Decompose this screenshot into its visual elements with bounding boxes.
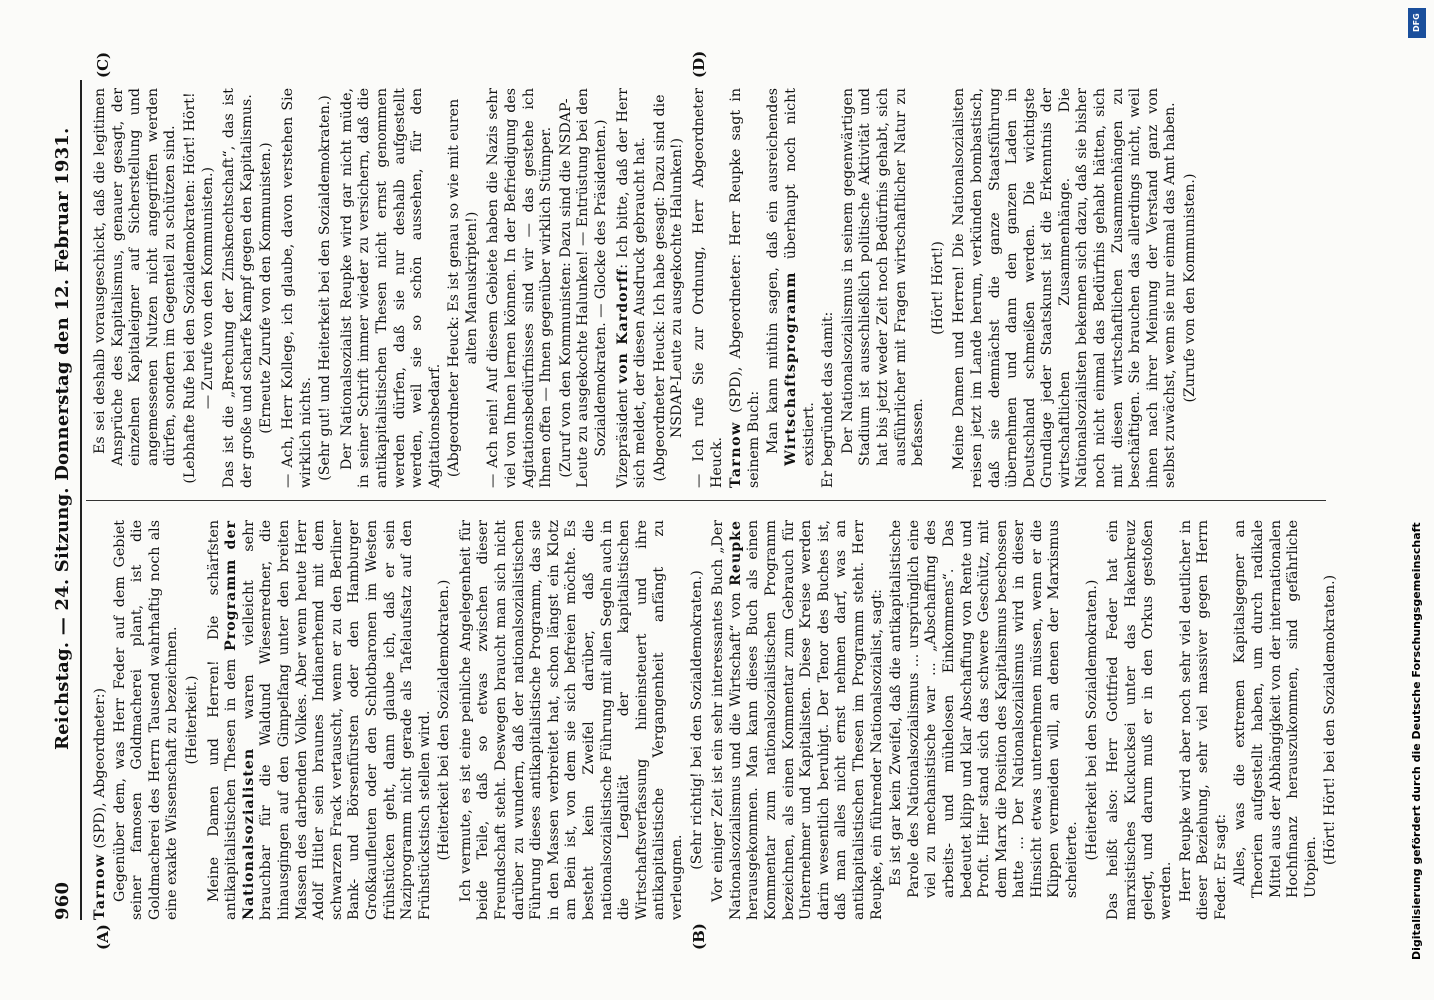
- text-segment: Man kann mithin sagen, daß ein ausreichendes: [765, 88, 782, 454]
- paragraph: — Ach, Herr Kollege, ich glaube, davon verstehen Sie wirklich nichts.: [279, 88, 314, 488]
- quotation: [765, 88, 818, 488]
- interjection: (Hört! Hört!): [929, 241, 946, 335]
- speaker-paragraph: [92, 520, 110, 920]
- quotation: Alles, was die extremen Kapitalsgegner an Theorien aufgestellt haben, um durch radikale Mittel aus der Abhängigkeit von der internationalen Hochfinanz herauszukommen, sind gefährliche Utopien.: [1232, 520, 1319, 898]
- paragraph: Er begründet das damit:: [820, 311, 837, 488]
- left-column: [92, 520, 1344, 920]
- paragraph: Der Nationalsozialist Reupke wird gar nicht müde, in seiner Schrift immer wieder zu versichern, daß die antikapitalistischen Thesen nicht ernst genommen werden dürfen, daß sie nur deshalb aufgestellt werden, weil sie so schön aussehen, für den Agitationsbedarf.: [338, 88, 443, 488]
- column-divider: [86, 500, 1326, 501]
- paragraph: Das ist die „Brechung der Zinsknechtschaft“, das ist der große und scharfe Kampf gegen den Kapitalismus.: [221, 88, 255, 488]
- paragraph: [710, 520, 886, 920]
- margin-mark-c: (C): [94, 51, 112, 78]
- dfg-logo: DFG: [1408, 8, 1426, 38]
- paragraph: — Ich rufe Sie zur Ordnung, Herr Abgeordneter Heuck.: [691, 88, 725, 488]
- paragraph: Herr Reupke wird aber noch sehr viel deutlicher in dieser Beziehung, sehr viel massiver gegen Herrn Feder. Er sagt:: [1177, 520, 1229, 920]
- speaker-name: Tarnow: [728, 421, 745, 488]
- paragraph: — Ach nein! Auf diesem Gebiete haben die Nazis sehr viel von Ihnen lernen können. In der Befriedigung des Agitationsbedürfnisses sind wir — das gestehe ich Ihnen offen — Ihnen gegenüber wirklich Stümper.: [485, 88, 555, 488]
- paragraph: Ich vermute, es ist eine peinliche Angelegenheit für beide Teile, daß so etwas zwischen dieser Freundschaft steht. Deswegen braucht man sich nicht darüber zu wundern, daß der nationalsozialistischen Führung dieses antikapitalistische Programm, das sie in den Massen verbreitet hat, schon längst ein Klotz am Bein ist, von dem sie sich befreien möchte. Es besteht kein Zweifel darüber, daß die nationalsozialistische Führung mit allen Segeln auch in die Legalität der kapitalistischen Wirtschaftsverfassung hineinsteuert und ihre antikapitalistische Vergangenheit anfängt zu verleugnen.: [457, 520, 685, 920]
- paragraph: Gegenüber dem, was Herr Feder auf dem Gebiet seiner famosen Goldmacherei plant, ist die Goldmacherei des Herrn Tausend wahrhaftig noch als eine exakte Wissenschaft zu bezeichnen.: [111, 520, 181, 920]
- interjection: (Zurufe von den Kommunisten.): [1182, 173, 1199, 403]
- interjection: (Erneute Zurufe von den Kommunisten.): [258, 142, 275, 434]
- interjection: (Heiterkeit bei den Sozialdemokraten.): [1083, 579, 1100, 861]
- quotation: Es ist gar kein Zweifel, daß die antikapitalistische Parole des Nationalsozialismus ... ursprünglich eine viel zu mechanistische war ... „Abschaffung des arbeits- und mühelosen Einkommens“. Das bedeutet klipp und klar Abschaffung von Rente und Profit. Hier stand sich das schwere Geschütz, mit dem Marx die Position des Kapitalismus beschossen hatte ... Der Nationalsozialismus wird in dieser Hinsicht etwas unternehmen müssen, wenn er die Klippen vermeiden will, an denen der Marxismus scheiterte.: [888, 520, 1081, 898]
- speaker-text: (SPD), Abgeordneter:): [92, 687, 108, 854]
- header-rule: [80, 80, 82, 920]
- emphasized-text: Wirtschaftsprogramm: [782, 271, 799, 466]
- speaker-text: (SPD), Abgeordneter: Herr Reupke sagt in seinem Buch:: [728, 88, 762, 488]
- paragraph: Das heißt also: Herr Gottfried Feder hat ein marxistisches Kuckucksei unter das Hakenkreuz gelegt, und darum muß er in den Orkus gestoßen werden.: [1105, 520, 1175, 920]
- running-title: Reichstag. — 24. Sitzung. Donnerstag den 12. Februar 1931.: [52, 127, 73, 750]
- text-segment: herausgekommen. Man kann dieses Buch als einen Kommentar zum nationalsozialistischen Programm bezeichnen, als einen Kommentar zum Gebrauch für Unternehmer und Kapitalisten. Diese Kreise werden darin wesentlich beruhigt. Der Tenor des Buches ist, daß man alles nicht ernst nehmen darf, was an antikapitalistischen Thesen im Programm steht. Herr Reupke, ein führender Nationalsozialist, sagt:: [745, 520, 885, 920]
- margin-mark-b: (B): [690, 923, 708, 950]
- text-segment: Vizepräsident: [614, 383, 631, 488]
- right-column: [92, 88, 1204, 488]
- margin-mark-d: (D): [690, 50, 708, 78]
- digitization-credit: Digitalisierung gefördert durch die Deutsche Forschungsgemeinschaft: [1410, 522, 1423, 960]
- interjection: (Heiterkeit.): [183, 675, 200, 765]
- speaker-name: Tarnow: [92, 853, 108, 920]
- paragraph: [615, 88, 650, 488]
- speaker-paragraph: [728, 88, 763, 488]
- quotation: Der Nationalsozialismus in seinem gegenwärtigen Stadium ist ausschließlich politische Aktivität und hat bis jetzt weder Zeit noch Bedürfnis gehabt, sich ausführlicher mit Fragen wirtschaftlicher Natur zu befassen.: [839, 88, 927, 466]
- page-number: 960: [52, 881, 73, 920]
- quotation: Es sei deshalb vorausgeschickt, daß die legitimen Ansprüche des Kapitalismus, genauer gesagt, der einzelnen Kapitaleigner auf Sicherstellung und angemessenen Nutzen nicht angegriffen werden dürfen, sondern im Gegenteil zu schützen sind.: [92, 88, 179, 466]
- emphasized-text: von Kardorff: [614, 268, 631, 384]
- interjection: (Zuruf von den Kommunisten: Dazu sind die NSDAP-Leute zu ausgekochte Halunken! — Entrüstung bei den Sozialdemokraten. — Glocke des Präsidenten.): [557, 88, 610, 488]
- text-segment: waren vielleicht sehr brauchbar für die Waldund Wiesenredner, die hinausgingen auf den Gimpelfang unter den breiten Massen des darbenden Volkes. Aber wenn heute Herr Adolf Hitler sein braunes Indianerhemd mit dem schwarzen Frack vertauscht, wenn er zu den Berliner Bank- und Börsenfürsten oder den Hamburger Großkaufleuten oder den Schlotbaronen im Westen frühstücken geht, dann glaube ich, daß er sein Naziprogramm nicht gerade als Tafelaufsatz auf den Frühstückstisch stellen wird.: [240, 520, 433, 920]
- emphasized-text: Reupke: [727, 520, 744, 586]
- margin-mark-a: (A): [94, 924, 112, 950]
- interjection: (Sehr gut! und Heiterkeit bei den Sozialdemokraten.): [317, 95, 334, 481]
- paragraph: [206, 520, 435, 920]
- text-segment: : Ich bitte, daß der Herr sich meldet, der diesen Ausdruck gebraucht hat.: [614, 87, 649, 488]
- rotated-page-content: [50, 50, 1340, 950]
- interjection: (Hört! Hört! bei den Sozialdemokraten.): [1322, 574, 1339, 866]
- text-segment: überhaupt noch nicht existiert.: [782, 88, 817, 466]
- text-segment: Meine Damen und Herren! Die schärfsten antikapitalistischen Thesen in dem: [205, 520, 240, 920]
- interjection: (Heiterkeit bei den Sozialdemokraten.): [436, 579, 453, 861]
- digitization-credit-strip: [1404, 0, 1434, 1000]
- running-header: [50, 80, 84, 920]
- emphasized-text: Programm der Nationalsozialisten: [223, 520, 257, 920]
- paragraph: Meine Damen und Herren! Die Nationalsozialisten reisen jetzt im Lande herum, verkünden bombastisch, daß sie demnächst die ganze Staatsführung übernehmen und dann den ganzen Laden in Deutschland schmeißen werden. Die wichtigste Grundlage jeder Staatskunst ist die Erkenntnis der wirtschaftlichen Zusammenhänge. Die Nationalsozialisten bekennen sich dazu, daß sie bisher noch nicht einmal das Bedürfnis gehabt hätten, sich mit diesen wirtschaftlichen Zusammenhängen zu beschäftigen. Sie brauchen das allerdings nicht, weil ihnen nach ihrer Meinung der Verstand ganz von selbst zuwächst, wenn sie nur einmal das Amt haben.: [951, 88, 1179, 488]
- interjection: (Abgeordneter Heuck: Es ist genau so wie mit euren alten Manuskripten!): [446, 98, 480, 478]
- interjection: (Sehr richtig! bei den Sozialdemokraten.): [688, 570, 705, 870]
- text-segment: Vor einiger Zeit ist ein sehr interessantes Buch „Der Nationalsozialismus und die Wirtschaft“ von: [710, 520, 744, 920]
- interjection: (Lebhafte Rufe bei den Sozialdemokraten: Hört! Hört! — Zurufe von den Kommunisten.): [181, 92, 216, 484]
- interjection: (Abgeordneter Heuck: Ich habe gesagt: Dazu sind die NSDAP-Leute zu ausgekochte Halunken!): [651, 94, 686, 482]
